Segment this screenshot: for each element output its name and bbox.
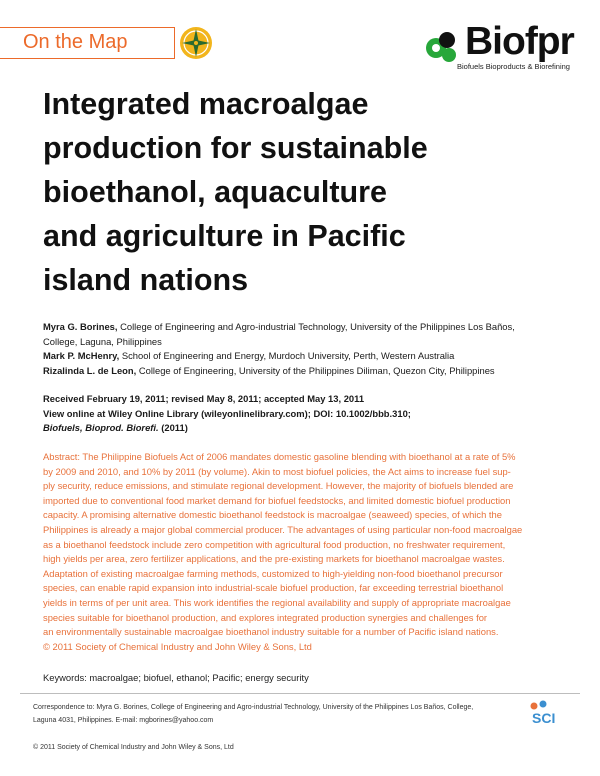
title-line: island nations [43, 263, 249, 297]
journal-logo-text: Biofpr [465, 20, 574, 63]
author-affiliation: College of Engineering, University of the Philippines Diliman, Quezon City, Philippines [136, 364, 495, 376]
received-dates: Received February 19, 2011; revised May 8, 2011; accepted May 13, 2011 [43, 393, 365, 404]
compass-icon [179, 26, 213, 60]
journal-logo-subtitle: Biofuels Bioproducts & Biorefining [457, 62, 570, 71]
author-name: Myra G. Borines, [43, 321, 118, 332]
author-entry [43, 320, 573, 335]
online-info: View online at Wiley Online Library (wileyonlinelibrary.com); DOI: 10.1002/bbb.310; [43, 407, 411, 419]
section-tag [0, 27, 175, 59]
author-name: Mark P. McHenry, [43, 350, 120, 362]
citation [43, 421, 573, 436]
title-line: Integrated macroalgae [43, 87, 369, 121]
keywords: Keywords: macroalgae; biofuel, ethanol; Pacific; energy security [43, 672, 309, 683]
footer-copyright: © 2011 Society of Chemical Industry and John Wiley & Sons, Ltd [33, 744, 234, 751]
author-name: Rizalinda L. de Leon, [43, 364, 137, 376]
article-title [43, 82, 503, 302]
abstract-line: by 2009 and 2010, and 10% by 2011 (by volume). Akin to most biofuel policies, the Act aims to increase fuel sup- [43, 465, 511, 477]
title-line: production for sustainable [43, 131, 428, 165]
citation-year: (2011) [158, 422, 188, 434]
abstract [43, 450, 575, 654]
title-line: bioethanol, aquaculture [43, 175, 388, 209]
sci-logo-text: SCI [532, 710, 556, 726]
abstract-line: an environmentally sustainable macroalgae bioethanol industry suitable for a number of Pacific island nations. [43, 626, 499, 638]
abstract-line: capacity. A promising alternative domestic bioethanol feedstock is macroalgae (seaweed) species, of which the [43, 509, 502, 521]
abstract-line: Abstract: The Philippine Biofuels Act of 2006 mandates domestic gasoline blending with bioethanol at a rate of 5% [43, 451, 516, 462]
abstract-line: ply security, reduce emissions, and stimulate regional development. However, the majority of biofuels blended are [43, 480, 514, 492]
section-tag-label: On the Map [23, 31, 128, 53]
sci-logo [518, 700, 568, 740]
abstract-line: Philippines is already a major global commercial producer. The advantages of using particular non-food macroalgae [43, 523, 523, 535]
copyright-line: © 2011 Society of Chemical Industry and John Wiley & Sons, Ltd [43, 640, 312, 652]
title-line: and agriculture in Pacific [43, 219, 406, 253]
journal-logo [425, 20, 575, 74]
abstract-line: species, can enable rapid expansion into industrial-scale biofuel production, far exceeding terrestrial bioethanol [43, 582, 504, 594]
abstract-line: high yields per area, zero fertilizer applications, and the pre-existing markets for bioethanol macroalgae wastes. [43, 553, 505, 565]
abstract-line: species suitable for bioethanol production, and explores integrated production synergies and challenges for [43, 611, 488, 623]
author-affiliation: School of Engineering and Energy, Murdoch University, Perth, Western Australia [119, 350, 455, 362]
divider [20, 693, 580, 694]
author-list [43, 320, 573, 378]
abstract-line: Adaptation of existing macroalgae farming methods, customized to high-yielding non-food bioethanol precursor [43, 567, 503, 579]
author-affiliation-cont: College, Laguna, Philippines [43, 335, 162, 347]
abstract-line: yields in terms of per unit area. This work identifies the regional availability and supply of appropriate macroalgae [43, 596, 511, 608]
correspondence-line: Laguna 4031, Philippines. E-mail: mgborines@yahoo.com [33, 717, 214, 724]
publication-info [43, 392, 573, 436]
correspondence [33, 701, 513, 727]
abstract-line: imported due to conventional food market demand for biofuel feedstocks, and limited domestic biofuel production [43, 494, 511, 506]
abstract-line: as a bioethanol feedstock include zero competition with agricultural food production, no freshwater requirement, [43, 538, 506, 550]
correspondence-line: Correspondence to: Myra G. Borines, College of Engineering and Agro-industrial Technology, University of the Philippines Los Baños, College, [33, 704, 474, 711]
author-entry [43, 349, 573, 364]
biofpr-logo-icon [425, 28, 465, 64]
citation-journal: Biofuels, Bioprod. Biorefi. [43, 422, 159, 434]
author-entry [43, 364, 573, 379]
author-affiliation: College of Engineering and Agro-industrial Technology, University of the Philippines Los Baños, [117, 321, 515, 332]
